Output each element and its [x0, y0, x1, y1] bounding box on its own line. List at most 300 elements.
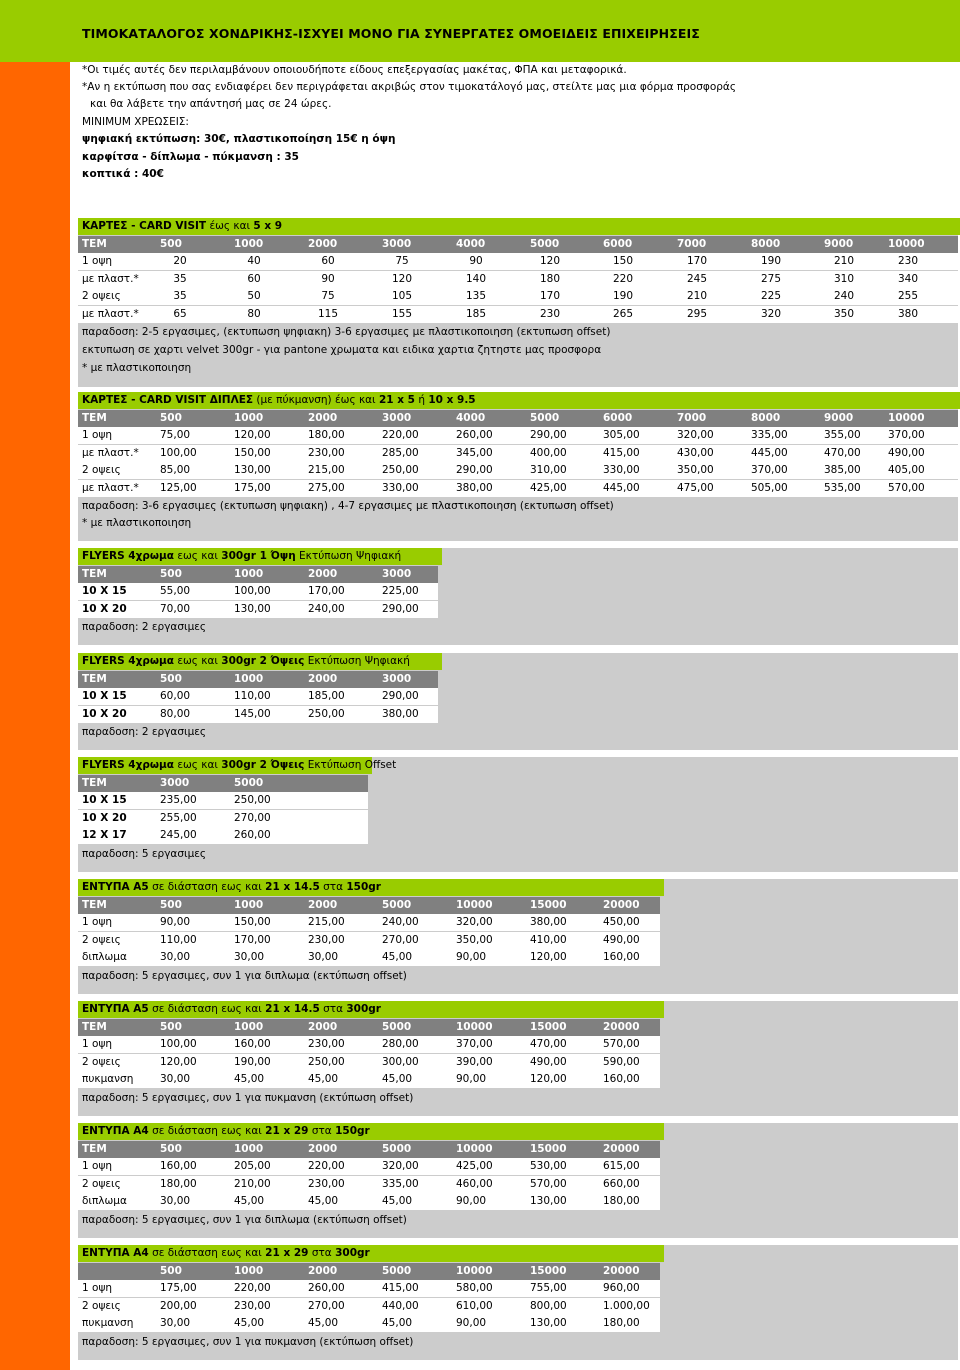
table-row: [78, 792, 368, 809]
price-cell: 310: [833, 272, 855, 285]
price-cell: 90,00: [160, 916, 191, 928]
section-title: [78, 757, 397, 774]
title-or: ή: [418, 394, 425, 406]
price-cell: 230: [539, 307, 561, 320]
price-cell: 530,00: [530, 1160, 567, 1172]
price-cell: 150: [612, 255, 634, 267]
price-cell: 230,00: [308, 1038, 345, 1050]
section-flyers-2-sides: [78, 653, 958, 742]
delivery-note: παραδοση: 5 εργασιμες, συν 1 για διπλωμα (εκτύπωση offset): [82, 969, 407, 982]
row-label: 2 οψεις: [82, 1299, 121, 1312]
table-row: [78, 1158, 660, 1175]
title-product: ΚΑΡΤΕΣ - CARD VISIT ΔΙΠΛΕΣ: [82, 394, 254, 406]
title-size: 21 x 5: [378, 394, 415, 406]
price-cell: 80: [247, 307, 261, 320]
price-cell: 270,00: [308, 1299, 345, 1312]
price-cell: 90,00: [456, 1317, 487, 1329]
column-header: 1000: [234, 1142, 264, 1155]
column-header: 1000: [234, 567, 264, 580]
price-cell: 240,00: [382, 916, 419, 928]
column-header: 2000: [308, 672, 338, 685]
column-header: ΤΕΜ: [82, 1142, 107, 1155]
column-header: 500: [160, 672, 182, 685]
price-cell: 70,00: [160, 602, 191, 615]
price-cell: 160,00: [603, 951, 640, 963]
table-row: [78, 1193, 660, 1210]
title-product: ΕΝΤΥΠΑ Α5: [82, 881, 149, 893]
table-row: [78, 688, 438, 705]
row-label: 10 X 20: [82, 811, 127, 824]
column-header: 10000: [456, 1264, 493, 1277]
minimum-title: MINIMUM ΧΡΕΩΣΕΙΣ:: [82, 116, 189, 128]
table-row: [78, 480, 958, 497]
column-header: 6000: [603, 237, 633, 250]
column-header: 6000: [603, 411, 633, 424]
price-cell: 145,00: [234, 707, 271, 720]
section-title: [78, 392, 960, 409]
price-cell: 370,00: [456, 1038, 493, 1050]
title-text: σε διάσταση εως και: [152, 1003, 262, 1015]
price-cell: 170,00: [308, 585, 345, 597]
price-cell: 45,00: [382, 1195, 413, 1207]
price-cell: 230: [897, 255, 919, 267]
price-cell: 445,00: [603, 481, 640, 494]
price-cell: 255,00: [160, 811, 197, 824]
price-cell: 135: [465, 290, 487, 302]
section-a5-300gr: [78, 1001, 958, 1108]
row-label: 10 X 15: [82, 690, 127, 702]
price-cell: 350,00: [456, 933, 493, 946]
column-header-row: [78, 236, 958, 253]
price-cell: 115: [317, 307, 339, 320]
price-cell: 65: [173, 307, 187, 320]
price-cell: 120: [539, 255, 561, 267]
price-cell: 45,00: [382, 1073, 413, 1085]
price-cell: 170: [539, 290, 561, 302]
row-label: 10 X 20: [82, 707, 127, 720]
title-product: FLYERS 4χρωμα: [82, 550, 174, 562]
title-weight: 300gr: [346, 1003, 381, 1015]
price-cell: 75: [321, 290, 335, 302]
column-header-row: [78, 1263, 660, 1280]
price-cell: 220,00: [308, 1160, 345, 1172]
column-header: 10000: [456, 1020, 493, 1033]
column-header: 4000: [456, 411, 486, 424]
column-header: 10000: [456, 1142, 493, 1155]
page-title: ΤΙΜΟΚΑΤΑΛΟΓΟΣ ΧΟΝΔΡΙΚΗΣ-ΙΣΧΥΕΙ ΜΟΝΟ ΓΙΑ ΣΥΝΕΡΓΑΤΕΣ ΟΜΟΕΙΔΕΙΣ ΕΠΙΧΕΙΡΗΣΕΙΣ: [82, 26, 700, 41]
column-header: 15000: [530, 1142, 567, 1155]
price-cell: 45,00: [308, 1073, 339, 1085]
minimum-binding: καρφίτσα - δίπλωμα - πύκμανση : 35: [82, 151, 299, 163]
price-cell: 200,00: [160, 1299, 197, 1312]
price-cell: 250,00: [308, 707, 345, 720]
price-cell: 290,00: [382, 602, 419, 615]
column-header: 20000: [603, 1264, 640, 1277]
intro-line-2: *Αν η εκτύπωση που σας ενδιαφέρει δεν περιγράφεται ακριβώς στον τιμοκατάλογό μας, στείλτε μας μια φόρμα προσφοράς: [82, 81, 736, 93]
price-cell: 590,00: [603, 1055, 640, 1068]
column-header-row: [78, 671, 438, 688]
column-header: 15000: [530, 898, 567, 911]
price-cell: 255: [897, 290, 919, 302]
price-cell: 30,00: [234, 951, 265, 963]
price-cell: 155: [391, 307, 413, 320]
title-size-alt: 10 x 9.5: [428, 394, 476, 406]
title-text: εως και: [177, 759, 218, 771]
price-cell: 120,00: [160, 1055, 197, 1068]
row-label: πυκμανση: [82, 1073, 134, 1085]
price-cell: 90: [321, 272, 335, 285]
price-cell: 220,00: [234, 1282, 271, 1294]
price-cell: 570,00: [888, 481, 925, 494]
row-label: 1 οψη: [82, 429, 113, 441]
price-cell: 120,00: [530, 951, 567, 963]
price-cell: 570,00: [530, 1177, 567, 1190]
section-business-cards: [78, 218, 958, 379]
delivery-note: παραδοση: 3-6 εργασιμες (εκτυπωση ψηφιακη) , 4-7 εργασιμες με πλαστικοποιηση (εκτυπωση offset): [82, 500, 614, 512]
column-header: 5000: [382, 1020, 412, 1033]
column-header: 9000: [824, 411, 854, 424]
section-title: [78, 879, 664, 896]
row-label: πυκμανση: [82, 1317, 134, 1329]
price-cell: 40: [247, 255, 261, 267]
price-cell: 340: [897, 272, 919, 285]
table-row: [78, 827, 368, 844]
price-cell: 385,00: [824, 464, 861, 476]
table-row: [78, 271, 958, 288]
price-cell: 175,00: [160, 1282, 197, 1294]
delivery-note: παραδοση: 5 εργασιμες: [82, 847, 207, 860]
price-cell: 245: [686, 272, 708, 285]
row-label: 1 οψη: [82, 916, 113, 928]
title-text: εως και: [177, 655, 218, 667]
price-cell: 180: [539, 272, 561, 285]
row-label: 10 X 15: [82, 585, 127, 597]
column-header: 15000: [530, 1020, 567, 1033]
column-header: 5000: [382, 898, 412, 911]
price-cell: 120: [391, 272, 413, 285]
table-row: [78, 1315, 660, 1332]
title-weight: 150gr: [346, 881, 381, 893]
price-cell: 120,00: [530, 1073, 567, 1085]
column-header: 8000: [751, 411, 781, 424]
table-row: [78, 932, 660, 949]
section-title: [78, 1123, 664, 1140]
row-label: 1 οψη: [82, 1160, 113, 1172]
table-row: [78, 914, 660, 931]
column-header: 10000: [888, 411, 925, 424]
price-cell: 290,00: [382, 690, 419, 702]
row-label: 1 οψη: [82, 255, 113, 267]
minimum-diecut: κοπτικά : 40€: [82, 168, 164, 180]
title-weight: 300gr 2 Όψεις: [221, 655, 305, 667]
price-cell: 425,00: [456, 1160, 493, 1172]
column-header-row: [78, 1141, 660, 1158]
delivery-note: παραδοση: 5 εργασιμες, συν 1 για πυκμανση (εκτύπωση offset): [82, 1335, 414, 1348]
price-cell: 960,00: [603, 1282, 640, 1294]
title-size: 5 x 9: [253, 220, 283, 232]
title-sta: στα: [311, 1125, 332, 1137]
price-cell: 220,00: [382, 429, 419, 441]
price-cell: 225,00: [382, 585, 419, 597]
price-cell: 470,00: [530, 1038, 567, 1050]
price-cell: 185: [465, 307, 487, 320]
table-row: [78, 1176, 660, 1193]
intro-line-3: και θα λάβετε την απάντησή μας σε 24 ώρες.: [90, 98, 332, 110]
price-cell: 230,00: [234, 1299, 271, 1312]
price-cell: 170: [686, 255, 708, 267]
price-cell: 490,00: [603, 933, 640, 946]
column-header: 2000: [308, 1264, 338, 1277]
minimum-digital: ψηφιακή εκτύπωση: 30€, πλαστικοποίηση 15€ η όψη: [82, 133, 396, 145]
price-cell: 150,00: [234, 916, 271, 928]
column-header: 5000: [530, 237, 560, 250]
row-label: με πλαστ.*: [82, 307, 139, 320]
row-label: με πλαστ.*: [82, 446, 139, 459]
price-cell: 230,00: [308, 446, 345, 459]
table-row: [78, 1298, 660, 1315]
column-header-row: [78, 410, 958, 427]
title-sta: στα: [311, 1247, 332, 1259]
price-cell: 150,00: [234, 446, 271, 459]
title-product: FLYERS 4χρωμα: [82, 655, 174, 667]
price-cell: 260,00: [234, 829, 271, 841]
column-header: 15000: [530, 1264, 567, 1277]
title-text: έως και: [209, 220, 251, 232]
price-cell: 440,00: [382, 1299, 419, 1312]
price-cell: 35: [173, 290, 187, 302]
column-header: 10000: [456, 898, 493, 911]
row-label: 1 οψη: [82, 1282, 113, 1294]
column-header: ΤΕΜ: [82, 672, 107, 685]
price-cell: 615,00: [603, 1160, 640, 1172]
price-cell: 240,00: [308, 602, 345, 615]
column-header: ΤΕΜ: [82, 776, 107, 789]
price-cell: 90: [469, 255, 483, 267]
price-cell: 160,00: [234, 1038, 271, 1050]
title-weight: 300gr 2 Όψεις: [221, 759, 305, 771]
price-cell: 260,00: [308, 1282, 345, 1294]
price-cell: 380,00: [530, 916, 567, 928]
row-label: 2 οψεις: [82, 1177, 121, 1190]
price-cell: 230,00: [308, 1177, 345, 1190]
column-header: 3000: [382, 237, 412, 250]
price-cell: 45,00: [234, 1073, 265, 1085]
price-cell: 330,00: [382, 481, 419, 494]
price-cell: 305,00: [603, 429, 640, 441]
price-cell: 355,00: [824, 429, 861, 441]
price-cell: 370,00: [888, 429, 925, 441]
price-cell: 50: [247, 290, 261, 302]
price-cell: 250,00: [382, 464, 419, 476]
price-cell: 250,00: [234, 794, 271, 806]
table-row: [78, 445, 958, 462]
section-a4-150gr: [78, 1123, 958, 1230]
price-cell: 170,00: [234, 933, 271, 946]
column-header: 8000: [751, 237, 781, 250]
price-cell: 235,00: [160, 794, 197, 806]
table-row: [78, 462, 958, 479]
delivery-note: παραδοση: 2-5 εργασιμες, (εκτυπωση ψηφιακη) 3-6 εργασιμες με πλαστικοποιηση (εκτυπωση offset): [82, 326, 611, 338]
table-row: [78, 306, 958, 323]
price-cell: 370,00: [751, 464, 788, 476]
price-cell: 240: [833, 290, 855, 302]
column-header: 3000: [160, 776, 190, 789]
column-header: 2000: [308, 898, 338, 911]
price-cell: 210: [833, 255, 855, 267]
column-header: 2000: [308, 237, 338, 250]
column-header: 1000: [234, 411, 264, 424]
column-header: ΤΕΜ: [82, 237, 107, 250]
column-header: 2000: [308, 567, 338, 580]
price-cell: 570,00: [603, 1038, 640, 1050]
price-cell: 130,00: [234, 602, 271, 615]
price-cell: 85,00: [160, 464, 191, 476]
orange-sidebar: [0, 0, 70, 1370]
row-label: 2 οψεις: [82, 933, 121, 946]
price-cell: 90,00: [456, 1195, 487, 1207]
column-header: 500: [160, 898, 182, 911]
section-a5-150gr: [78, 879, 958, 986]
price-cell: 45,00: [382, 951, 413, 963]
section-a4-300gr: [78, 1245, 958, 1352]
price-cell: 295: [686, 307, 708, 320]
price-cell: 210: [686, 290, 708, 302]
delivery-note: εκτυπωση σε χαρτι velvet 300gr - για pantone χρωματα και ειδικα χαρτια ζητηστε μας προσφορα: [82, 344, 602, 356]
price-cell: 30,00: [160, 1073, 191, 1085]
title-product: ΚΑΡΤΕΣ - CARD VISIT: [82, 220, 207, 232]
price-cell: 410,00: [530, 933, 567, 946]
price-cell: 210,00: [234, 1177, 271, 1190]
column-header: ΤΕΜ: [82, 898, 107, 911]
price-cell: 90,00: [456, 1073, 487, 1085]
title-sta: στα: [323, 1003, 344, 1015]
price-cell: 215,00: [308, 464, 345, 476]
column-header: 1000: [234, 1020, 264, 1033]
price-cell: 220: [612, 272, 634, 285]
column-header: 2000: [308, 411, 338, 424]
price-cell: 260,00: [456, 429, 493, 441]
price-cell: 265: [612, 307, 634, 320]
price-cell: 140: [465, 272, 487, 285]
price-cell: 190: [760, 255, 782, 267]
section-title: [78, 548, 442, 565]
price-cell: 180,00: [308, 429, 345, 441]
column-header: 1000: [234, 237, 264, 250]
title-text: σε διάσταση εως και: [152, 881, 262, 893]
price-cell: 490,00: [888, 446, 925, 459]
price-cell: 660,00: [603, 1177, 640, 1190]
delivery-note: παραδοση: 5 εργασιμες, συν 1 για πυκμανση (εκτύπωση offset): [82, 1091, 414, 1104]
title-end: Εκτύπωση Ψηφιακή: [299, 550, 402, 562]
price-cell: 230,00: [308, 933, 345, 946]
price-cell: 755,00: [530, 1282, 567, 1294]
price-cell: 30,00: [160, 1317, 191, 1329]
price-cell: 320: [760, 307, 782, 320]
table-row: [78, 1036, 660, 1053]
price-cell: 320,00: [456, 916, 493, 928]
price-cell: 105: [391, 290, 413, 302]
price-cell: 185,00: [308, 690, 345, 702]
price-cell: 75: [395, 255, 409, 267]
price-cell: 160,00: [603, 1073, 640, 1085]
column-header: 9000: [824, 237, 854, 250]
title-size: 21 x 14.5: [265, 881, 320, 893]
row-label: 10 X 20: [82, 602, 127, 615]
column-header: 20000: [603, 1142, 640, 1155]
price-cell: 175,00: [234, 481, 271, 494]
table-row: [78, 949, 660, 966]
title-size: 21 x 29: [265, 1125, 309, 1137]
price-cell: 180,00: [603, 1317, 640, 1329]
column-header: 20000: [603, 898, 640, 911]
price-cell: 100,00: [160, 446, 197, 459]
section-double-business-cards: [78, 392, 958, 533]
title-end: Εκτύπωση Ψηφιακή: [307, 655, 410, 667]
title-sta: στα: [323, 881, 344, 893]
price-cell: 475,00: [677, 481, 714, 494]
title-product: FLYERS 4χρωμα: [82, 759, 174, 771]
column-header: 3000: [382, 672, 412, 685]
column-header: 4000: [456, 237, 486, 250]
table-row: [78, 427, 958, 444]
price-cell: 30,00: [160, 1195, 191, 1207]
table-row: [78, 1054, 660, 1071]
price-cell: 330,00: [603, 464, 640, 476]
price-cell: 415,00: [382, 1282, 419, 1294]
price-cell: 60: [321, 255, 335, 267]
row-label: 2 οψεις: [82, 464, 121, 476]
price-cell: 430,00: [677, 446, 714, 459]
price-cell: 245,00: [160, 829, 197, 841]
price-cell: 45,00: [308, 1317, 339, 1329]
column-header: 2000: [308, 1142, 338, 1155]
column-header: 7000: [677, 237, 707, 250]
price-cell: 290,00: [530, 429, 567, 441]
price-cell: 320,00: [382, 1160, 419, 1172]
row-label: με πλαστ.*: [82, 272, 139, 285]
price-cell: 250,00: [308, 1055, 345, 1068]
price-cell: 310,00: [530, 464, 567, 476]
price-cell: 130,00: [530, 1317, 567, 1329]
price-cell: 30,00: [308, 951, 339, 963]
delivery-note: παραδοση: 2 εργασιμες: [82, 726, 207, 738]
price-cell: 380: [897, 307, 919, 320]
price-cell: 405,00: [888, 464, 925, 476]
column-header: 2000: [308, 1020, 338, 1033]
table-row: [78, 810, 368, 827]
column-header: ΤΕΜ: [82, 411, 107, 424]
column-header: 5000: [530, 411, 560, 424]
column-header: 3000: [382, 567, 412, 580]
title-weight: 300gr 1 Όψη: [221, 550, 296, 562]
row-label: 2 οψεις: [82, 290, 121, 302]
price-cell: 60: [247, 272, 261, 285]
title-end: Εκτύπωση Offset: [307, 759, 397, 771]
title-text: σε διάσταση εως και: [152, 1125, 262, 1137]
table-row: [78, 583, 438, 600]
price-cell: 445,00: [751, 446, 788, 459]
column-header-row: [78, 566, 438, 583]
column-header: 500: [160, 411, 182, 424]
price-cell: 100,00: [160, 1038, 197, 1050]
price-cell: 1.000,00: [603, 1299, 650, 1312]
title-weight: 300gr: [335, 1247, 370, 1259]
price-cell: 275: [760, 272, 782, 285]
price-cell: 75,00: [160, 429, 191, 441]
price-cell: 800,00: [530, 1299, 567, 1312]
price-cell: 215,00: [308, 916, 345, 928]
column-header: 1000: [234, 1264, 264, 1277]
